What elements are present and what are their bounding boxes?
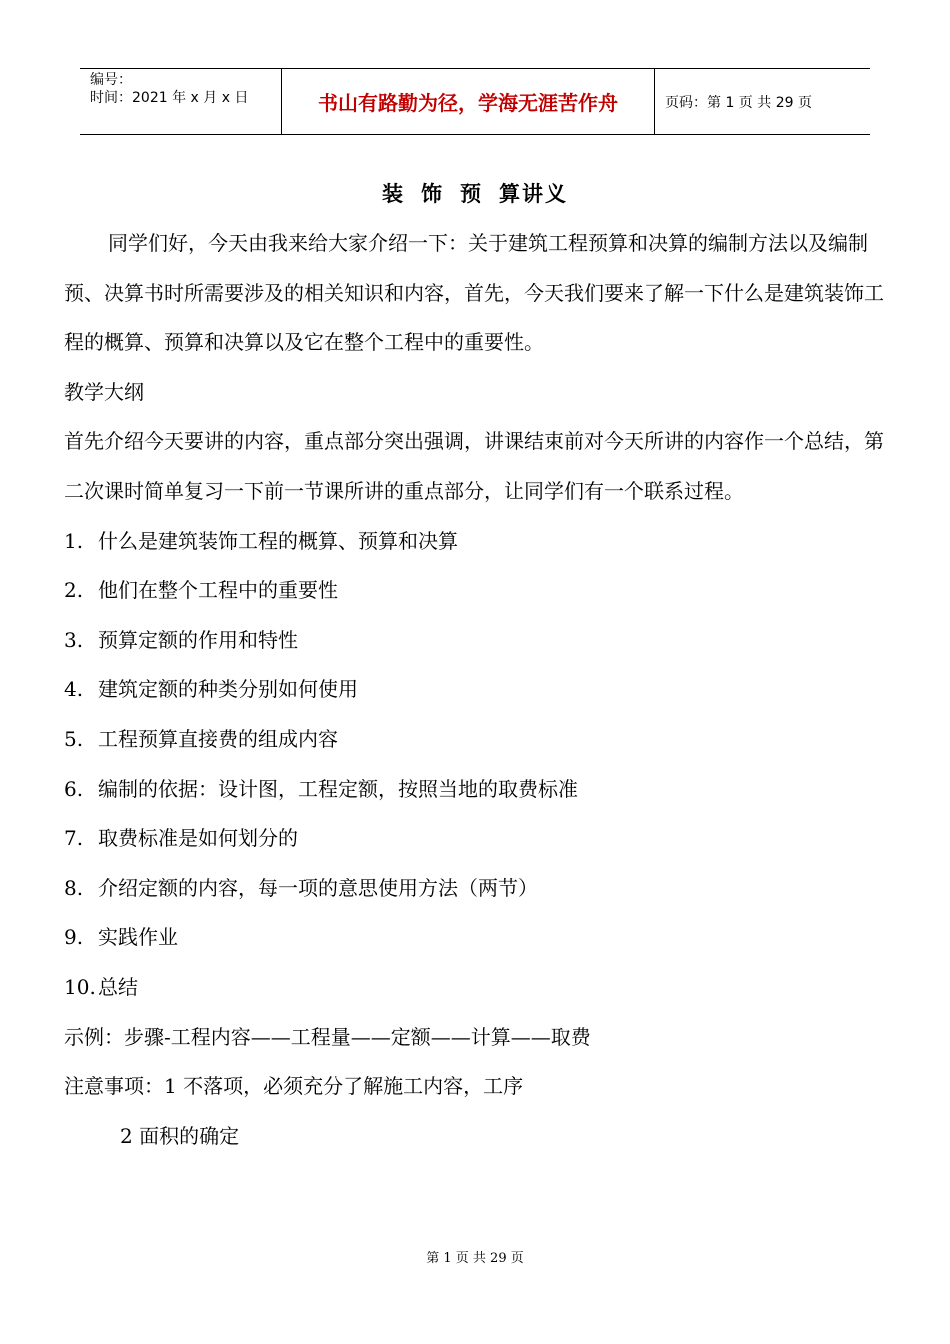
notes-line: 注意事项：1 不落项，必须充分了解施工内容，工序 — [64, 1074, 524, 1099]
notes-line-2: 2 面积的确定 — [120, 1123, 240, 1148]
number-label: 编号： — [90, 72, 132, 88]
document-body — [64, 219, 886, 1161]
list-item — [64, 616, 886, 666]
title-char: 算讲义 — [499, 182, 568, 206]
page-header — [80, 68, 870, 135]
list-item — [64, 814, 886, 864]
header-motto: 书山有路勤为径，学海无涯苦作舟 — [282, 69, 655, 134]
list-number: 6. — [64, 776, 84, 801]
list-number: 2. — [64, 578, 84, 603]
list-text: 实践作业 — [98, 925, 178, 950]
outline-paragraph: 首先介绍今天要讲的内容，重点部分突出强调，讲课结束前对今天所讲的内容作一个总结，第二次课时简单复习一下前一节课所讲的重点部分，让同学们有一个联系过程。 — [64, 429, 884, 503]
list-item — [64, 963, 886, 1013]
header-meta — [80, 69, 282, 134]
header-page-info: 页码：第 1 页 共 29 页 — [665, 94, 812, 111]
list-text: 介绍定额的内容，每一项的意思使用方法（两节） — [98, 875, 538, 900]
list-number: 3. — [64, 627, 84, 652]
list-number: 4. — [64, 677, 84, 702]
list-item — [64, 765, 886, 815]
list-text: 什么是建筑装饰工程的概算、预算和决算 — [98, 528, 458, 553]
list-text: 工程预算直接费的组成内容 — [98, 726, 338, 751]
list-text: 预算定额的作用和特性 — [98, 627, 298, 652]
list-item — [64, 566, 886, 616]
document-title — [0, 178, 950, 208]
page-footer: 第 1 页 共 29 页 — [426, 1251, 524, 1266]
example-line: 示例：步骤-工程内容——工程量——定额——计算——取费 — [64, 1024, 591, 1049]
list-text: 他们在整个工程中的重要性 — [98, 578, 338, 603]
title-char: 饰 — [421, 182, 444, 206]
list-text: 建筑定额的种类分别如何使用 — [98, 677, 358, 702]
list-number: 8. — [64, 875, 84, 900]
intro-paragraph: 同学们好，今天由我来给大家介绍一下：关于建筑工程预算和决算的编制方法以及编制预、决算书时所需要涉及的相关知识和内容，首先，今天我们要来了解一下什么是建筑装饰工程的概算、预算和决算以及它在整个工程中的重要性。 — [64, 231, 884, 355]
list-number: 7. — [64, 826, 84, 851]
time-label: 时间：2021 年 x 月 x 日 — [90, 90, 249, 106]
list-item — [64, 517, 886, 567]
outline-heading: 教学大纲 — [64, 379, 144, 404]
list-number: 10. — [64, 974, 96, 999]
list-text: 总结 — [98, 974, 138, 999]
list-item — [64, 665, 886, 715]
list-number: 9. — [64, 925, 84, 950]
list-item — [64, 715, 886, 765]
title-char: 装 — [382, 182, 405, 206]
list-text: 编制的依据：设计图，工程定额，按照当地的取费标准 — [98, 776, 578, 801]
list-item — [64, 864, 886, 914]
list-number: 5. — [64, 726, 84, 751]
list-number: 1. — [64, 528, 84, 553]
list-text: 取费标准是如何划分的 — [98, 826, 298, 851]
list-item — [64, 913, 886, 963]
title-char: 预 — [460, 182, 483, 206]
